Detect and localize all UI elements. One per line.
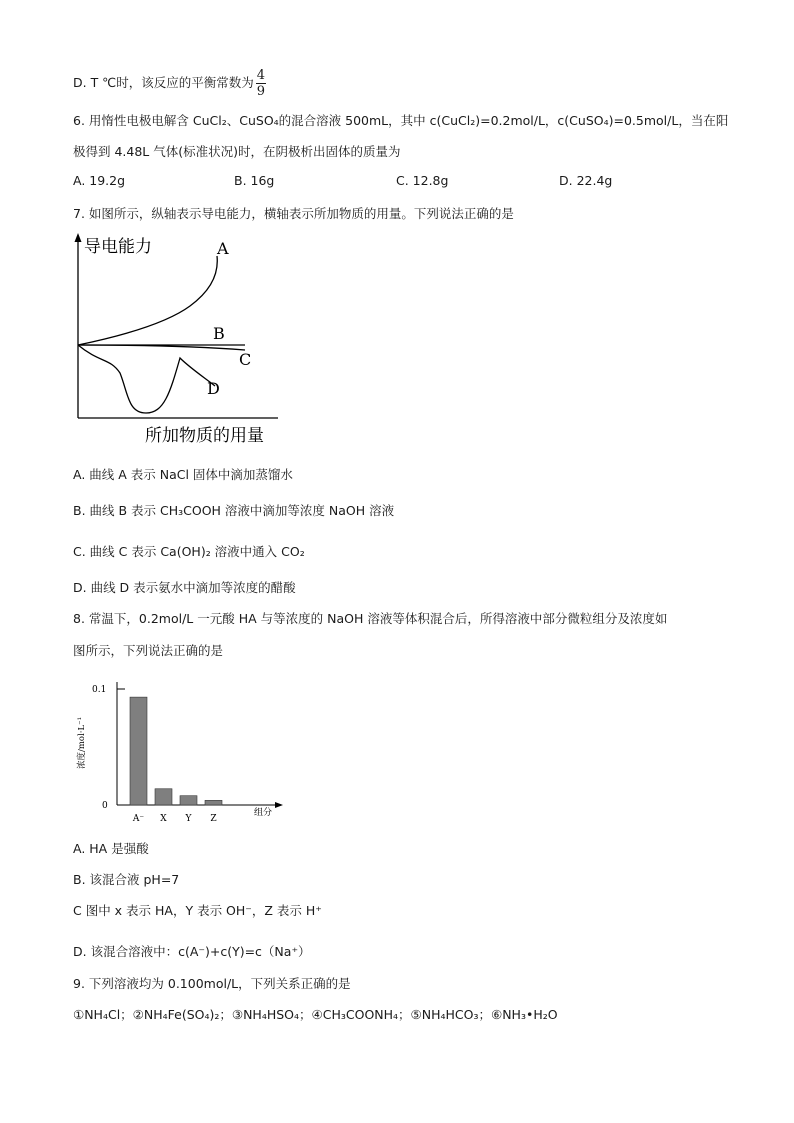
bar-2	[180, 796, 197, 805]
equilibrium-constant-fraction	[256, 68, 266, 99]
q8-option-c: C 图中 x 表示 HA，Y 表示 OH⁻，Z 表示 H⁺	[73, 903, 322, 918]
q7-option-d: D. 曲线 D 表示氨水中滴加等浓度的醋酸	[73, 580, 296, 595]
curve-a	[78, 256, 217, 345]
bar-0	[130, 697, 147, 805]
q7-option-b: B. 曲线 B 表示 CH₃COOH 溶液中滴加等浓度 NaOH 溶液	[73, 503, 395, 518]
q5-option-d-text: D. T ℃时，该反应的平衡常数为	[73, 75, 254, 90]
bar-y-axis-label: 浓度/mol·L⁻¹	[77, 716, 87, 769]
q7-stem: 7. 如图所示，纵轴表示导电能力，横轴表示所加物质的用量。下列说法正确的是	[73, 206, 514, 221]
y-axis-label: 导电能力	[84, 237, 152, 257]
bar-1	[155, 789, 172, 805]
bar-category-label-3: Z	[210, 814, 217, 824]
q8-stem-line2: 图所示，下列说法正确的是	[73, 643, 224, 658]
q6-option-b: B. 16g	[234, 173, 275, 188]
q7-option-c: C. 曲线 C 表示 Ca(OH)₂ 溶液中通入 CO₂	[73, 544, 305, 559]
curve-label-d: D	[207, 379, 220, 398]
conductivity-diagram	[60, 228, 300, 450]
curve-c	[78, 345, 245, 350]
q8-option-a: A. HA 是强酸	[73, 841, 149, 856]
q9-stem: 9. 下列溶液均为 0.100mol/L，下列关系正确的是	[73, 976, 351, 991]
q6-option-d: D. 22.4g	[559, 173, 613, 188]
bar-category-label-0: A⁻	[132, 814, 145, 824]
bar-category-label-1: X	[160, 814, 167, 824]
curve-d	[78, 345, 215, 413]
curve-label-b: B	[213, 324, 225, 343]
fraction-numerator: 4	[256, 68, 266, 83]
curve-label-a: A	[217, 239, 229, 258]
fraction-denominator: 9	[256, 84, 266, 99]
bar-x-axis-label: 组分	[254, 808, 273, 818]
q8-option-b: B. 该混合液 pH=7	[73, 872, 180, 887]
bar-3	[205, 800, 222, 805]
q5-option-d	[73, 68, 266, 99]
bar-category-label-2: Y	[185, 814, 192, 824]
bar-x-axis-arrow	[275, 802, 283, 808]
bar-y-tick-label-zero: 0	[102, 801, 108, 811]
q6-stem-line2: 极得到 4.48L 气体(标准状况)时，在阴极析出固体的质量为	[73, 144, 401, 159]
concentration-bar-chart	[70, 672, 290, 834]
q6-option-c: C. 12.8g	[396, 173, 449, 188]
q8-stem-line1: 8. 常温下，0.2mol/L 一元酸 HA 与等浓度的 NaOH 溶液等体积混合后，所得溶液中部分微粒组分及浓度如	[73, 611, 668, 626]
q9-solution-list: ①NH₄Cl；②NH₄Fe(SO₄)₂；③NH₄HSO₄；④CH₃COONH₄；⑤NH₄HCO₃；⑥NH₃•H₂O	[73, 1007, 558, 1022]
x-axis-label: 所加物质的用量	[145, 426, 264, 446]
q6-option-a: A. 19.2g	[73, 173, 126, 188]
y-axis-arrow	[75, 233, 82, 242]
curve-label-c: C	[239, 350, 252, 369]
bar-y-tick-label-top: 0.1	[92, 685, 107, 695]
q6-stem-line1: 6. 用惰性电极电解含 CuCl₂、CuSO₄的混合溶液 500mL，其中 c(CuCl₂)=0.2mol/L，c(CuSO₄)=0.5mol/L，当在阳	[73, 113, 729, 128]
q8-option-d: D. 该混合溶液中：c(A⁻)+c(Y)=c（Na⁺）	[73, 944, 311, 959]
q7-option-a: A. 曲线 A 表示 NaCl 固体中滴加蒸馏水	[73, 467, 293, 482]
